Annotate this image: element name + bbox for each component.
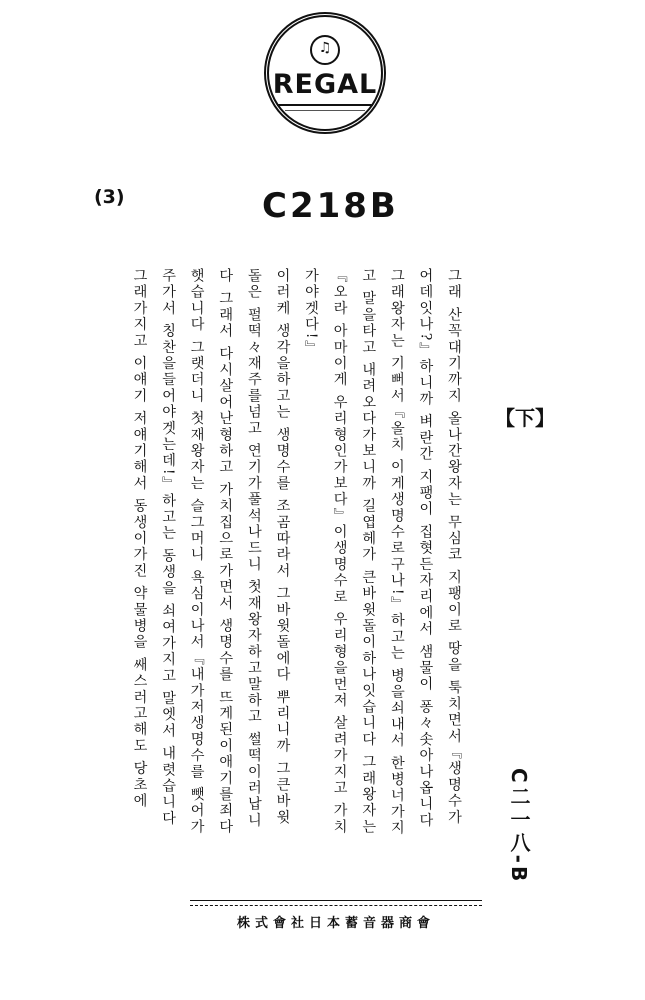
volume-label: 【下】 xyxy=(495,406,555,430)
paragraph: 그래 산꼭대기까지 올나간왕자는 무심코 지팽이로 땅을 툭치면서『생명수가 어데잇나?』하니까 벼란간 지팽이 집혓든자리에서 샘물이 퐁々솟아나옵니다 그래왕자는 기뻐서『올치 이게생명수로구나!』하고는 병을쇠내서 한병너가지고 말을타고 내려오다가보니까 길엽헤가 큰바윗돌이하나잇습니다 그래왕자는『오라 아마이게 우리형인가보다』이생명수로 우리형을먼저 살려가지고 가치가야겟다!』 xyxy=(303,268,462,837)
regal-logo xyxy=(264,12,386,134)
logo-signature xyxy=(285,110,365,111)
side-catalog-number: C二一八-B xyxy=(507,768,531,885)
footer-divider xyxy=(190,900,482,906)
paragraph: 그래가지고 이얘기 저얘기해서 동생이가진 약물병을 쌔스러고해도 당초에 xyxy=(131,268,148,810)
logo-text: REGAL xyxy=(272,69,378,100)
music-note-emblem-icon: ♫ xyxy=(310,35,340,65)
paragraph: 이러케 생각을하고는 생명수를 조곰따라서 그바윗돌에다 뿌리니까 그큰바윗돌은 펄떡々재주를넘고 연기가풀석나드니 첫재왕자하고말하고 썰떡이러납니다 그래서 다시살어난형하고 가치집으로가면서 생명수를 뜨게된이애기를죄다햇습니다 그랫더니 첫재왕자는 슬그머니 욕심이나서『내가저생명수를 뺏어가주가서 칭찬을들어야겟는데!』하고는 동생을 쇠여가지고 말엣서 내렷습니다 xyxy=(160,268,291,836)
publisher-footer: 株式會社日本蓄音器商會 xyxy=(236,916,435,931)
catalog-number: C218B xyxy=(262,186,399,226)
page-number: (3) xyxy=(94,186,125,208)
lyrics-text-body xyxy=(108,268,468,840)
logo-band xyxy=(277,104,373,106)
